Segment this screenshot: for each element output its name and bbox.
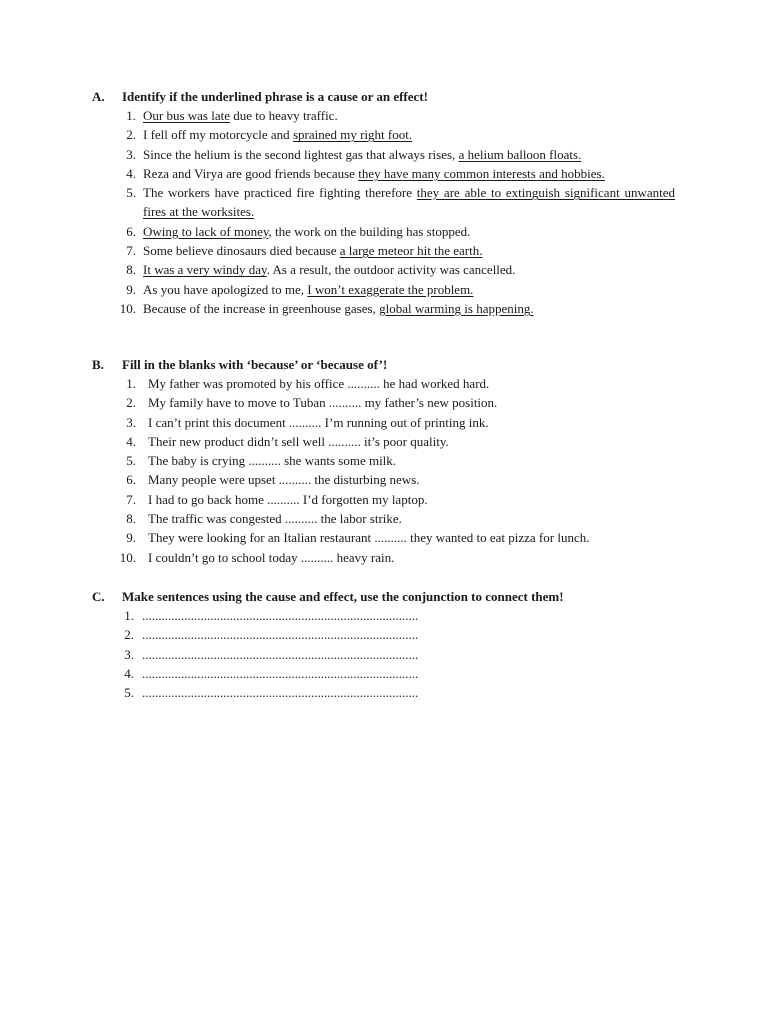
item-number: 1. [124,608,134,623]
section-c-heading [92,587,682,606]
list-item [92,183,682,222]
answer-line[interactable] [92,664,682,683]
item-number: 2. [126,395,136,411]
list-item [92,413,682,432]
underlined-phrase: a large meteor hit the earth. [339,243,483,259]
list-item [92,490,682,509]
list-item [92,299,682,318]
item-number: 3. [126,414,136,430]
item-text: Some believe dinosaurs died because a large meteor hit the earth. [143,243,483,259]
item-number: 6. [126,472,136,488]
item-text: My family have to move to Tuban .......... my father’s new position. [148,395,498,411]
item-text: Their new product didn’t sell well .......... it’s poor quality. [148,433,449,449]
item-number: 3. [124,646,134,662]
answer-line[interactable] [92,645,682,664]
item-number: 5. [126,185,136,201]
answer-line[interactable] [92,606,682,625]
section-a [92,87,682,318]
underlined-phrase: I won’t exaggerate the problem. [307,281,474,297]
list-item [92,106,682,125]
section-c [92,587,682,702]
dotted-blank[interactable]: ..................................................................................... [142,608,419,623]
item-text: I can’t print this document .......... I’m running out of printing ink. [148,414,489,430]
section-a-list [92,106,682,318]
item-text: The baby is crying .......... she wants some milk. [148,453,397,469]
item-number: 7. [126,243,136,259]
item-text: Our bus was late due to heavy traffic. [143,108,338,123]
item-number: 10. [119,300,136,316]
list-item [92,470,682,489]
section-letter: A. [92,89,105,104]
list-item [92,528,682,547]
list-item [92,280,682,299]
item-number: 9. [126,530,136,546]
list-item [92,164,682,183]
list-item [92,509,682,528]
item-text: As you have apologized to me, I won’t exaggerate the problem. [143,281,474,297]
section-title: Fill in the blanks with ‘because’ or ‘because of’! [122,357,388,372]
item-number: 5. [124,685,134,701]
item-text: Many people were upset .......... the disturbing news. [148,472,420,488]
list-item [92,125,682,144]
item-number: 9. [126,281,136,297]
item-number: 4. [126,165,136,181]
item-number: 1. [126,376,136,391]
underlined-phrase: they have many common interests and hobbies. [358,165,605,181]
item-text: They were looking for an Italian restaurant .......... they wanted to eat pizza for lunch. [148,530,590,546]
list-item [92,451,682,470]
underlined-phrase: Owing to lack of money [143,223,269,239]
list-item [92,145,682,164]
answer-line[interactable] [92,625,682,644]
item-text: The traffic was congested .......... the labor strike. [148,511,402,527]
section-b-heading [92,355,682,374]
list-item [92,260,682,279]
item-number: 4. [124,665,134,681]
section-title: Make sentences using the cause and effect, use the conjunction to connect them! [122,589,564,604]
item-number: 1. [126,108,136,123]
item-number: 8. [126,262,136,278]
item-number: 10. [119,549,136,565]
item-text: My father was promoted by his office .......... he had worked hard. [148,376,490,391]
section-letter: B. [92,357,104,372]
dotted-blank[interactable]: ..................................................................................... [142,685,419,701]
underlined-phrase: a helium balloon floats. [458,146,582,162]
item-number: 2. [126,127,136,143]
list-item [92,432,682,451]
item-text: It was a very windy day. As a result, the outdoor activity was cancelled. [143,262,516,278]
underlined-phrase: Our bus was late [143,108,231,123]
section-c-list [92,606,682,702]
item-number: 3. [126,146,136,162]
item-text: I couldn’t go to school today .......... heavy rain. [148,549,395,565]
section-b-list [92,374,682,567]
item-number: 5. [126,453,136,469]
underlined-phrase: they are able to extinguish significant unwanted fires at the worksites. [143,185,675,220]
list-item [92,374,682,393]
item-number: 7. [126,491,136,507]
section-title: Identify if the underlined phrase is a cause or an effect! [122,89,428,104]
list-item [92,548,682,567]
list-item [92,393,682,412]
dotted-blank[interactable]: ..................................................................................... [142,627,419,643]
section-a-heading [92,87,682,106]
item-text: Owing to lack of money, the work on the building has stopped. [143,223,471,239]
item-number: 6. [126,223,136,239]
underlined-phrase: sprained my right foot. [292,127,413,143]
item-number: 4. [126,433,136,449]
section-b [92,355,682,567]
item-number: 2. [124,627,134,643]
section-letter: C. [92,589,105,604]
item-text: The workers have practiced fire fighting therefore they are able to extinguish significant unwanted fires at the worksites. [143,185,675,220]
underlined-phrase: It was a very windy day [143,262,267,278]
item-text: Because of the increase in greenhouse gases, global warming is happening. [143,300,534,316]
list-item [92,222,682,241]
item-text: Reza and Virya are good friends because they have many common interests and hobbies. [143,165,605,181]
answer-line[interactable] [92,683,682,702]
item-text: Since the helium is the second lightest gas that always rises, a helium balloon floats. [143,146,582,162]
item-text: I had to go back home .......... I’d forgotten my laptop. [148,491,428,507]
item-text: I fell off my motorcycle and sprained my right foot. [143,127,413,143]
dotted-blank[interactable]: ..................................................................................... [142,646,419,662]
item-number: 8. [126,511,136,527]
list-item [92,241,682,260]
dotted-blank[interactable]: ..................................................................................... [142,665,419,681]
underlined-phrase: global warming is happening. [379,300,534,316]
